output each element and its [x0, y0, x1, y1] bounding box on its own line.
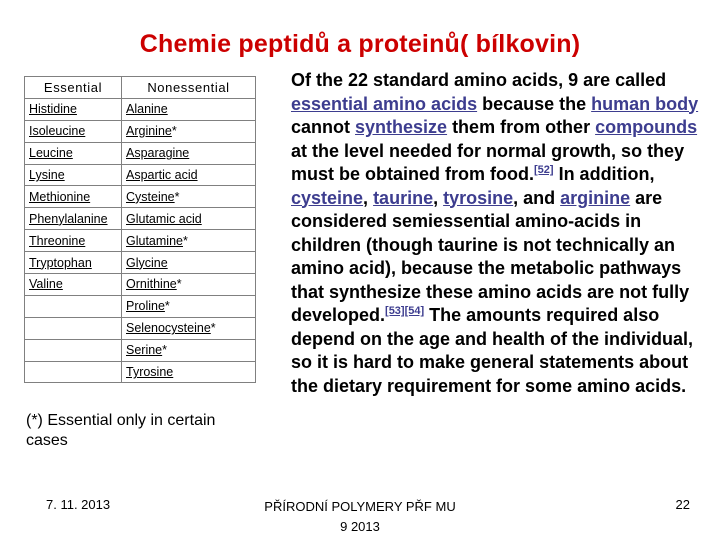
table-row [25, 295, 256, 317]
table-row [25, 361, 256, 383]
footer-center-line2: 9 2013 [340, 519, 380, 534]
paragraph-text: The amounts required also depend on the age and health of the individual, so it is hard to make general statements about the dietary requirement for some amino acids. [291, 305, 694, 396]
paragraph-text: because the [477, 93, 592, 114]
footer-center-line1: PŘÍRODNÍ POLYMERY PŘF MU [264, 499, 456, 514]
nonessential-link[interactable]: Glutamic acid [126, 211, 202, 226]
column-header-essential: Essential [25, 77, 122, 99]
citation-link[interactable]: [53][54] [385, 305, 425, 317]
essential-cell[interactable]: Lysine [25, 164, 122, 186]
essential-cell[interactable]: Phenylalanine [25, 208, 122, 230]
essential-cell [25, 339, 122, 361]
nonessential-link[interactable]: Ornithine [126, 277, 177, 292]
semiessential-mark: * [182, 233, 188, 248]
essential-cell[interactable]: Histidine [25, 98, 122, 120]
nonessential-link[interactable]: Glutamine [126, 233, 183, 248]
nonessential-cell [122, 252, 256, 274]
semiessential-mark: * [174, 189, 180, 204]
paragraph-text: cannot [291, 117, 356, 137]
essential-cell[interactable]: Isoleucine [25, 120, 122, 142]
citation-link[interactable]: [52] [534, 164, 554, 176]
nonessential-cell [122, 295, 256, 317]
table-row [25, 317, 256, 339]
footer-center [240, 497, 480, 537]
table-row [25, 186, 256, 208]
slide-title: Chemie peptidů a proteinů( bílkovin) [139, 30, 581, 58]
nonessential-cell [122, 186, 256, 208]
table-row [25, 164, 256, 186]
footnote: (*) Essential only in certain cases [26, 412, 216, 449]
nonessential-cell [122, 339, 256, 361]
nonessential-link[interactable]: Glycine [126, 255, 168, 270]
essential-cell [25, 295, 122, 317]
paragraph-text: Of the 22 standard amino acids, 9 are called [291, 70, 667, 90]
wiki-link[interactable]: essential amino acids [291, 93, 478, 114]
nonessential-link[interactable]: Tyrosine [126, 365, 174, 380]
nonessential-link[interactable]: Arginine [126, 124, 172, 139]
essential-cell[interactable]: Threonine [25, 230, 122, 252]
nonessential-cell [122, 120, 256, 142]
wiki-link[interactable]: tyrosine [443, 187, 514, 208]
nonessential-link[interactable]: Aspartic acid [126, 168, 198, 182]
essential-cell[interactable]: Leucine [25, 142, 122, 164]
semiessential-mark: * [171, 124, 177, 139]
wiki-link[interactable]: taurine [373, 187, 434, 208]
paragraph-text: , and [513, 187, 561, 208]
nonessential-cell [122, 208, 256, 230]
nonessential-cell [122, 98, 256, 120]
nonessential-cell [122, 230, 256, 252]
paragraph-text: In addition, [553, 164, 655, 184]
table-row [25, 339, 256, 361]
nonessential-cell [122, 361, 256, 383]
wiki-link[interactable]: arginine [560, 187, 631, 208]
wiki-link[interactable]: human body [591, 93, 699, 114]
page-number: 22 [675, 497, 690, 512]
table-row [25, 98, 256, 120]
footer-date: 7. 11. 2013 [46, 497, 111, 512]
table-row [25, 208, 256, 230]
wiki-link[interactable]: cysteine [291, 187, 364, 208]
semiessential-mark: * [210, 321, 216, 336]
semiessential-mark: * [176, 277, 182, 292]
paragraph-text: at the level needed for normal growth, so they must be obtained from food. [291, 140, 685, 184]
essential-cell[interactable]: Methionine [25, 186, 122, 208]
essential-cell[interactable]: Valine [25, 274, 122, 296]
table-row [25, 142, 256, 164]
wiki-link[interactable]: synthesize [355, 117, 448, 137]
paragraph-text: , [433, 187, 444, 208]
nonessential-cell [122, 164, 256, 186]
table-row [25, 120, 256, 142]
essential-cell [25, 361, 122, 383]
essential-cell[interactable]: Tryptophan [25, 252, 122, 274]
wiki-link[interactable]: compounds [595, 117, 698, 137]
table-body [25, 98, 256, 383]
column-header-nonessential: Nonessential [122, 77, 256, 99]
table-row [25, 230, 256, 252]
table-row [25, 252, 256, 274]
table-header-row [25, 77, 256, 99]
semiessential-mark: * [162, 343, 168, 358]
paragraph-text: them from other [447, 117, 596, 137]
paragraph-text: are considered semiessential amino-acids in children (though taurine is not technically an amino acid), because the metabolic pathways that synthesize these amino acids are not fully developed. [291, 187, 690, 325]
nonessential-link[interactable]: Selenocysteine [126, 321, 211, 336]
nonessential-link[interactable]: Asparagine [126, 146, 190, 161]
nonessential-cell [122, 274, 256, 296]
amino-acid-table [24, 76, 256, 383]
semiessential-mark: * [164, 299, 170, 314]
nonessential-link[interactable]: Alanine [126, 102, 168, 117]
nonessential-cell [122, 142, 256, 164]
nonessential-link[interactable]: Cysteine [126, 189, 175, 204]
essential-cell [25, 317, 122, 339]
nonessential-link[interactable]: Serine [126, 343, 163, 358]
table-row [25, 274, 256, 296]
paragraph-text: , [363, 187, 374, 208]
nonessential-cell [122, 317, 256, 339]
body-paragraph [291, 69, 703, 398]
nonessential-link[interactable]: Proline [126, 299, 165, 314]
